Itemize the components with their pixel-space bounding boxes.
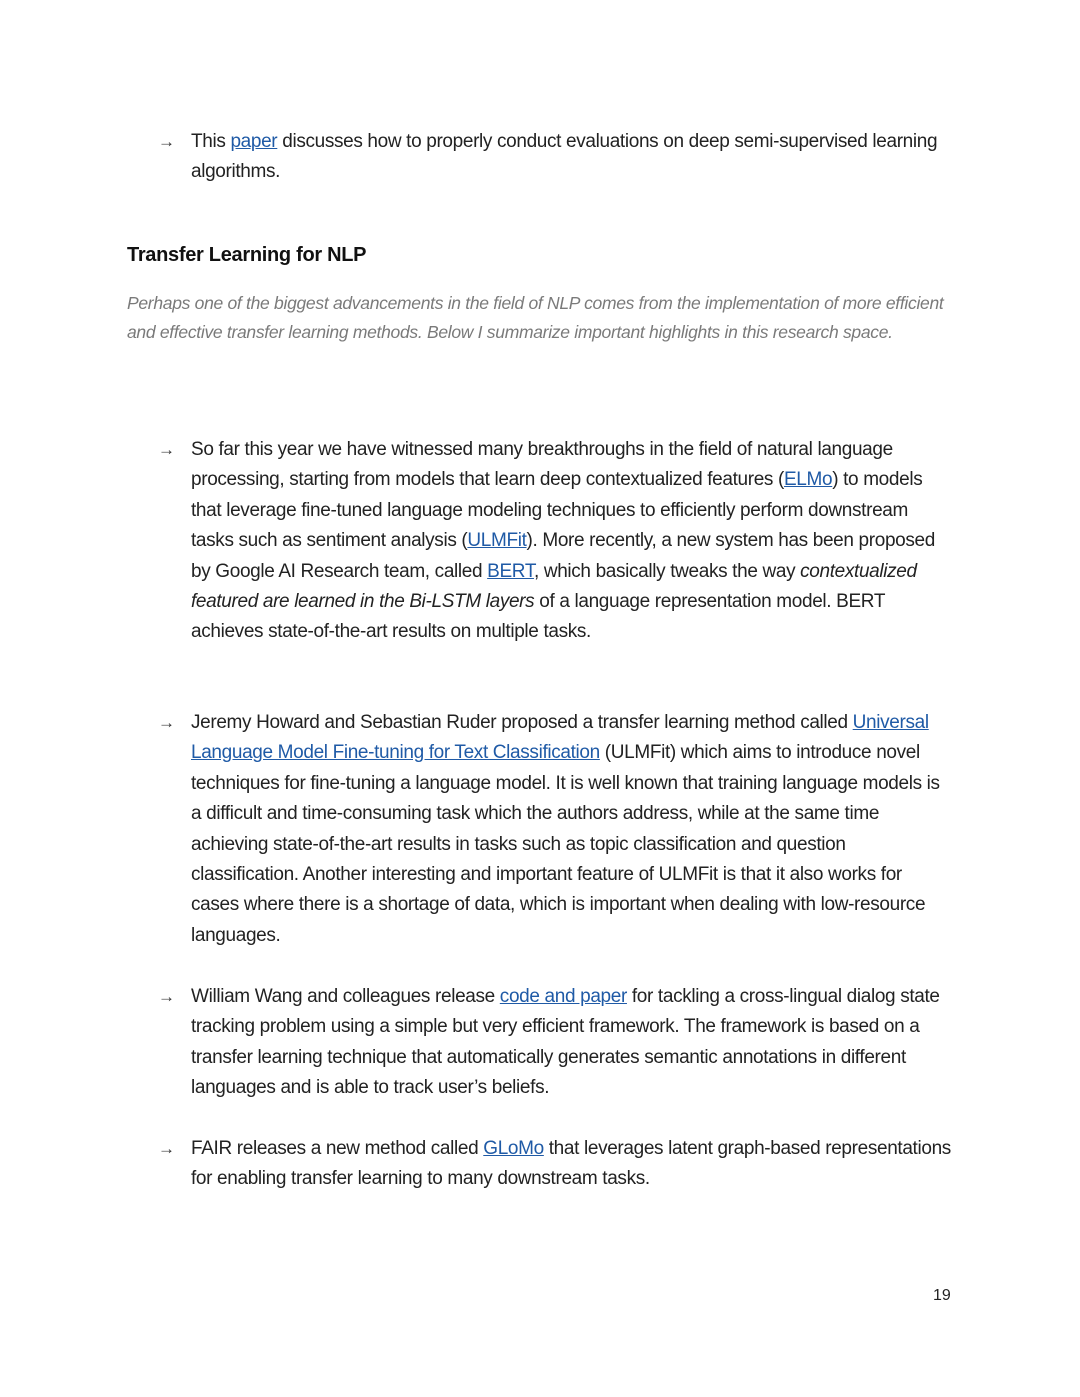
arrow-icon: → [158, 987, 175, 1006]
bullet-text [191, 435, 953, 648]
bullet-text [191, 708, 953, 951]
body-text: ). More recently, a new system has been proposed by Google AI Research team, called [191, 530, 935, 582]
bullet-text [191, 1134, 953, 1195]
body-text: ) to models that leverage fine-tuned language modeling techniques to efficiently perform downstream tasks such as sentiment analysis ( [191, 469, 923, 552]
body-text: (ULMFit) which aims to introduce novel techniques for fine-tuning a language model. It is well known that training language models is a difficult and time-consuming task which the authors address, while at the same time achieving state-of-the-art results in tasks such as topic classification and question classification. Another interesting and important feature of ULMFit is that it also works for cases where there is a shortage of data, which is important when dealing with low-resource languages. [191, 742, 940, 946]
body-text: , which basically tweaks the way [533, 560, 801, 582]
body-text: William Wang and colleagues release [191, 986, 500, 1007]
body-text: Jeremy Howard and Sebastian Ruder proposed a transfer learning method called [191, 712, 853, 733]
arrow-icon: → [158, 440, 175, 459]
bullet-item [158, 1134, 953, 1195]
inline-link[interactable]: paper [230, 131, 278, 152]
emphasis-text: contextualized featured are learned in the Bi-LSTM layers [191, 560, 917, 613]
body-text: This [191, 131, 231, 152]
bullet-item [158, 435, 953, 648]
bullet-item [158, 982, 953, 1104]
bullet-item [158, 127, 953, 188]
body-text: So far this year we have witnessed many breakthroughs in the field of natural language processing, starting from models that learn deep contextualized features ( [191, 439, 893, 491]
section-intro: Perhaps one of the biggest advancements in the field of NLP comes from the implementation of more efficient and effective transfer learning methods. Below I summarize important highlights in this research space. [127, 293, 944, 342]
body-text: that leverages latent graph-based representations for enabling transfer learning to many downstream tasks. [191, 1138, 951, 1190]
inline-link[interactable]: BERT [487, 560, 534, 582]
inline-link[interactable]: GLoMo [483, 1138, 544, 1159]
body-text: discusses how to properly conduct evaluations on deep semi-supervised learning algorithms. [191, 131, 938, 183]
bullet-text [191, 127, 953, 188]
inline-link[interactable]: ULMFit [467, 530, 527, 552]
arrow-icon: → [158, 713, 175, 732]
body-text: of a language representation model. BERT achieves state-of-the-art results on multiple tasks. [191, 591, 885, 643]
arrow-icon: → [158, 132, 175, 151]
body-text: FAIR releases a new method called [191, 1138, 484, 1159]
inline-link[interactable]: Universal Language Model Fine-tuning for Text Classification [191, 712, 929, 764]
section-heading: Transfer Learning for NLP [127, 244, 367, 266]
bullet-item [158, 708, 953, 951]
body-text: for tackling a cross-lingual dialog state tracking problem using a simple but very efficient framework. The framework is based on a transfer learning technique that automatically generates semantic annotations in different languages and is able to track user’s beliefs. [191, 986, 940, 1099]
inline-link[interactable]: code and paper [499, 986, 627, 1007]
inline-link[interactable]: ELMo [783, 469, 833, 491]
bullet-text [191, 982, 953, 1104]
page-number: 19 [933, 1287, 951, 1304]
arrow-icon: → [158, 1139, 175, 1158]
